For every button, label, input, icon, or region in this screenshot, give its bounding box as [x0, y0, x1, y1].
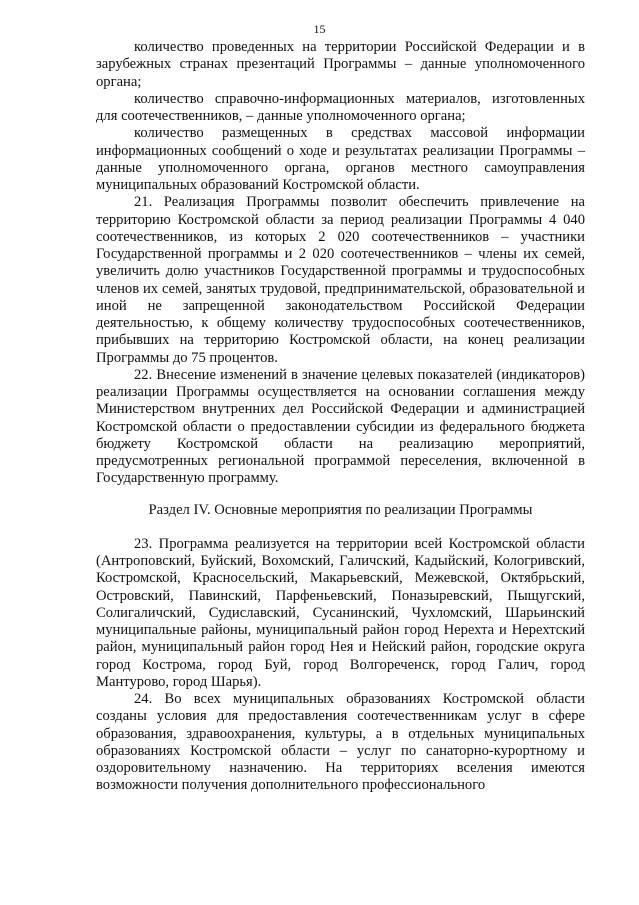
page-number: 15	[313, 22, 326, 36]
document-body	[96, 39, 585, 795]
section-heading: Раздел IV. Основные мероприятия по реализации Программы	[148, 501, 533, 518]
paragraph-22: 22. Внесение изменений в значение целевых показателей (индикаторов) реализации Программы осуществляется на основании соглашения между Министерством внутренних дел Российской Федерации и администрацией Костромской области о предоставлении субсидии из федерального бюджета бюджету Костромской области на реализацию мероприятий, предусмотренных региональной программой переселения, включенной в Государственную программу.	[96, 366, 585, 487]
paragraph-21: 21. Реализация Программы позволит обеспечить привлечение на территорию Костромской области за период реализации Программы 4 040 соотечественников, из которых 2 020 соотечественников – участники Государственной программы и 2 020 соотечественников – члены их семей, увеличить долю участников Государственной программы и трудоспособных членов их семей, занятых трудовой, предпринимательской, образовательной и иной не запрещенной законодательством Российской Федерации деятельностью, к общему количеству трудоспособных соотечественников, прибывших на территорию Костромской области, на конец реализации Программы до 75 процентов.	[96, 194, 585, 366]
paragraph-indicator-media: количество размещенных в средствах массовой информации информационных сообщений о ходе и результатах реализации Программы – данные уполномоченного органа, органов местного самоуправления муниципальных образований Костромской области.	[96, 125, 585, 193]
paragraph-indicator-materials: количество справочно-информационных материалов, изготовленных для соотечественников, – данные уполномоченного органа;	[96, 90, 585, 124]
paragraph-indicator-presentations: количество проведенных на территории Российской Федерации и в зарубежных странах презентаций Программы – данные уполномоченного органа;	[96, 39, 585, 90]
paragraph-23: 23. Программа реализуется на территории всей Костромской области (Антроповский, Буйский, Вохомский, Галичский, Кадыйский, Кологривский, Костромской, Красносельский, Макарьевский, Межевской, Октябрьский, Островский, Павинский, Парфеньевский, Поназыревский, Пыщугский, Солигаличский, Судиславский, Сусанинский, Чухломский, Шарьинский муниципальные районы, муниципальный район город Нерехта и Нерехтский район, муниципальный район город Нея и Нейский район, городские округа город Кострома, город Буй, город Волгореченск, город Галич, город Мантурово, город Шарья).	[96, 535, 585, 690]
paragraph-24: 24. Во всех муниципальных образованиях Костромской области созданы условия для предоставления соотечественникам услуг в сфере образования, здравоохранения, культуры, а в отдельных муниципальных образованиях Костромской области – услуг по санаторно-курортному и оздоровительному назначению. На территориях вселения имеются возможности получения дополнительного профессионального	[96, 691, 585, 794]
